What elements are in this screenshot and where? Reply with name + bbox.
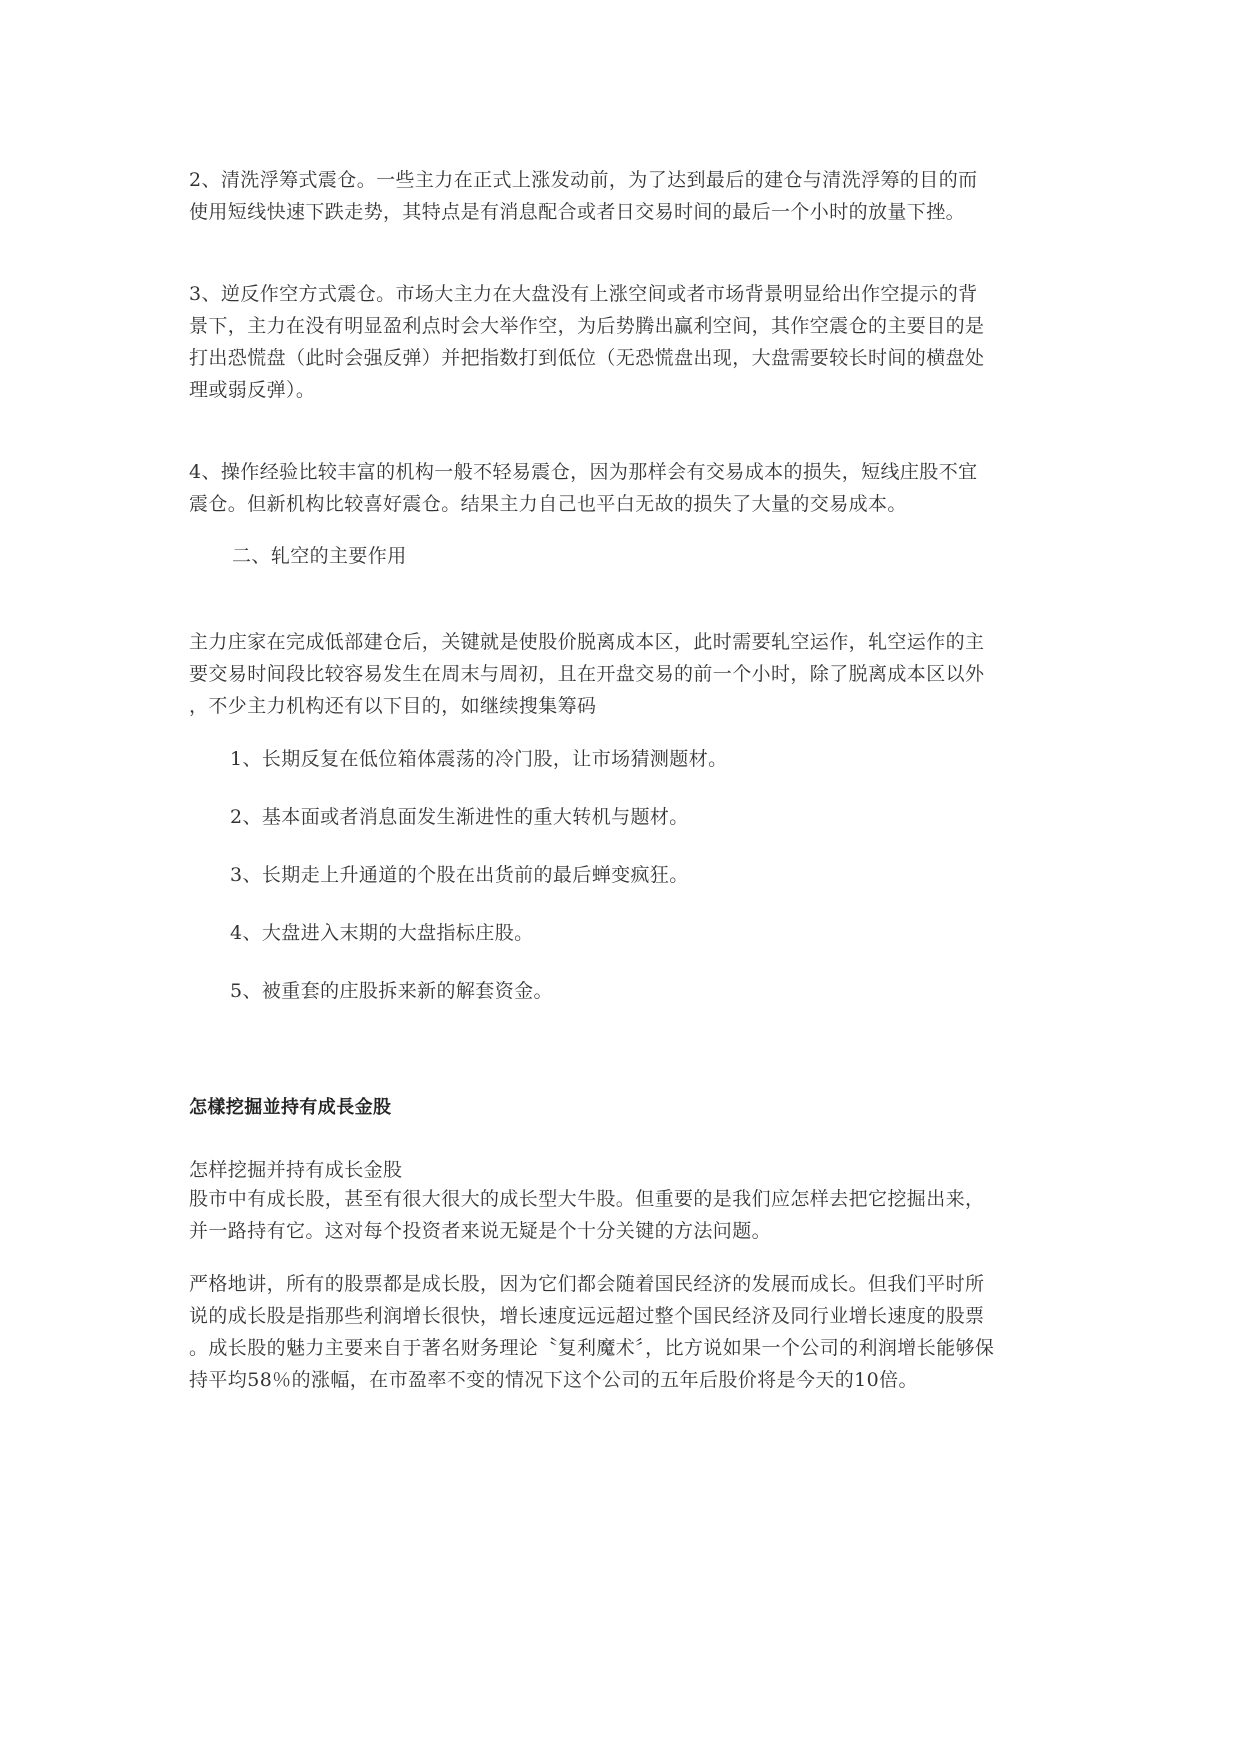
text-line: 4、操作经验比较丰富的机构一般不轻易震仓，因为那样会有交易成本的损失，短线庄股不宜 [189, 461, 978, 483]
section-heading-text: 二、轧空的主要作用 [232, 545, 407, 567]
text-line: 使用短线快速下跌走势，其特点是有消息配合或者日交易时间的最后一个小时的放量下挫。 [189, 201, 966, 223]
text-line: 3、逆反作空方式震仓。市场大主力在大盘没有上涨空间或者市场背景明显给出作空提示的背 [189, 283, 978, 305]
list-item-text: 1、长期反复在低位箱体震荡的冷门股，让市场猜测题材。 [230, 748, 728, 770]
text-line: 主力庄家在完成低部建仓后，关键就是使股价脱离成本区，此时需要轧空运作，轧空运作的主 [189, 631, 985, 653]
list-item-text: 2、基本面或者消息面发生渐进性的重大转机与题材。 [230, 806, 689, 828]
text-line: 说的成长股是指那些利润增长很快，增长速度远远超过整个国民经济及同行业增长速度的股票 [189, 1305, 985, 1327]
list-item [230, 801, 1100, 833]
text-line: 震仓。但新机构比较喜好震仓。结果主力自己也平白无故的损失了大量的交易成本。 [189, 493, 907, 515]
paragraph-shakeout-method-4 [189, 456, 1059, 520]
paragraph-shakeout-method-3 [189, 278, 1059, 406]
text-line: 并一路持有它。这对每个投资者来说无疑是个十分关键的方法问题。 [189, 1220, 772, 1242]
paragraph-squeeze-intro [189, 626, 1059, 722]
text-line: 严格地讲，所有的股票都是成长股，因为它们都会随着国民经济的发展而成长。但我们平时所 [189, 1273, 985, 1295]
list-item [230, 975, 1100, 1007]
list-item-text: 3、长期走上升通道的个股在出货前的最后蝉变疯狂。 [230, 864, 689, 886]
list-item-text: 5、被重套的庄股拆来新的解套资金。 [230, 980, 553, 1002]
paragraph-shakeout-method-2 [189, 164, 1059, 228]
text-line: 股市中有成长股，甚至有很大很大的成长型大牛股。但重要的是我们应怎样去把它挖掘出来， [189, 1188, 985, 1210]
article-title-text: 怎樣挖掘並持有成長金股 [189, 1097, 392, 1118]
text-line: 打出恐慌盘（此时会强反弹）并把指数打到低位（无恐慌盘出现，大盘需要较长时间的横盘处 [189, 347, 985, 369]
article-subtitle-text: 怎样挖掘并持有成长金股 [189, 1159, 403, 1181]
text-line: 景下，主力在没有明显盈利点时会大举作空，为后势腾出赢利空间，其作空震仓的主要目的是 [189, 315, 985, 337]
text-line: 要交易时间段比较容易发生在周末与周初，且在开盘交易的前一个小时，除了脱离成本区以外 [189, 663, 985, 685]
text-line: ，不少主力机构还有以下目的，如继续搜集筹码 [189, 695, 597, 717]
list-item [230, 743, 1100, 775]
text-line: 理或弱反弹）。 [189, 379, 316, 401]
text-line: 持平均58％的涨幅，在市盈率不变的情况下这个公司的五年后股价将是今天的10倍。 [189, 1369, 918, 1391]
text-line: 。成长股的魅力主要来自于著名财务理论〝复利魔术〞，比方说如果一个公司的利润增长能够保 [189, 1337, 995, 1359]
paragraph-growth-stock-intro [189, 1183, 1059, 1247]
article-subtitle [189, 1154, 1059, 1186]
paragraph-growth-stock-definition [189, 1268, 1059, 1396]
section-heading-squeeze [232, 540, 1102, 572]
article-title [189, 1092, 1059, 1124]
list-item [230, 859, 1100, 891]
list-item [230, 917, 1100, 949]
text-line: 2、清洗浮筹式震仓。一些主力在正式上涨发动前，为了达到最后的建仓与清洗浮筹的目的而 [189, 169, 978, 191]
list-item-text: 4、大盘进入末期的大盘指标庄股。 [230, 922, 534, 944]
